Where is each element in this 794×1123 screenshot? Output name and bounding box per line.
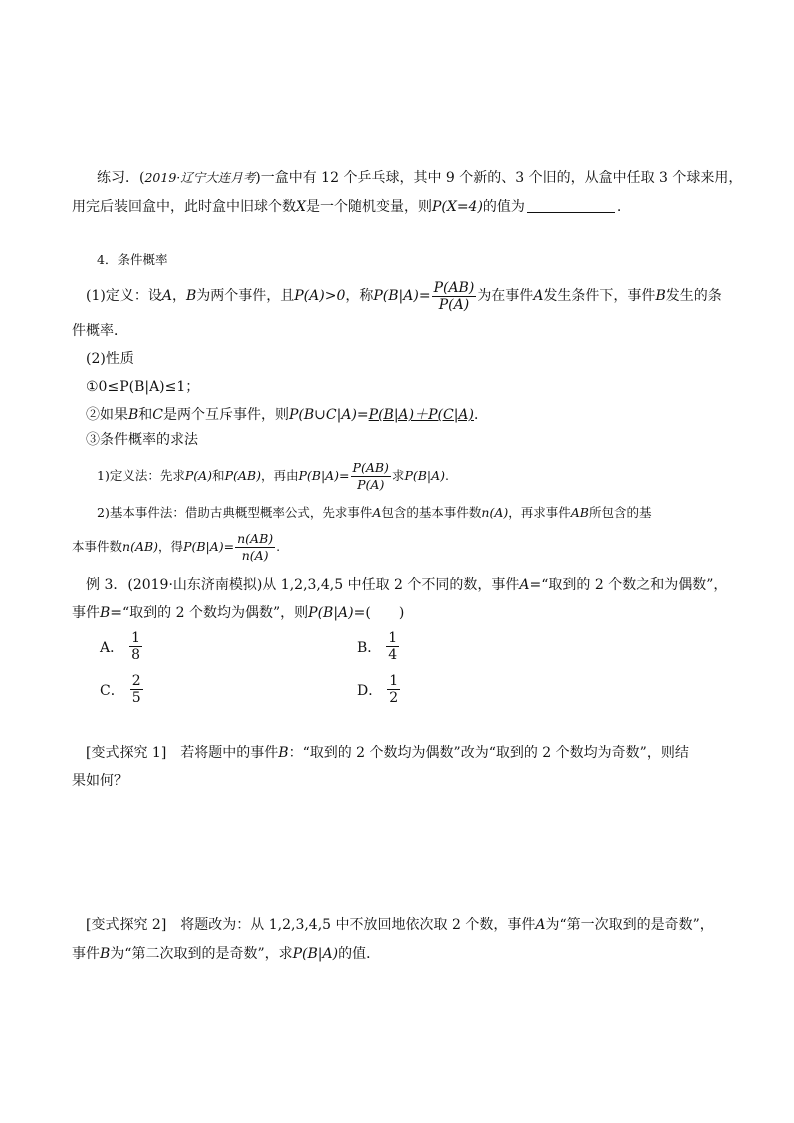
- method-text: ，再由: [260, 468, 299, 483]
- option-fraction: [386, 630, 399, 663]
- expr: n(A): [481, 505, 509, 520]
- variant-text: 事件: [72, 946, 100, 962]
- definition-text: 为两个事件，且: [196, 288, 295, 304]
- variant-text: 为“第一次取到的是奇数”，: [545, 917, 714, 933]
- probability-expression: P(B|A): [292, 946, 339, 962]
- practice-line-2: [72, 197, 621, 217]
- definition-text: ，称: [345, 288, 374, 304]
- method-text: 2)基本事件法：借助古典概型概率公式，先求事件: [97, 505, 373, 520]
- fraction-denominator: P(A): [357, 477, 385, 492]
- fraction-denominator: n(A): [241, 548, 269, 563]
- variant-2-line-1: [86, 915, 714, 935]
- comma: ，: [171, 288, 186, 304]
- fraction-numerator: 1: [131, 630, 141, 646]
- example-3-line-1: [86, 575, 727, 595]
- expr: P(A): [184, 468, 213, 483]
- option-label: D．: [357, 682, 383, 699]
- definition-text: 为在事件: [477, 288, 534, 304]
- event-AB: AB: [570, 505, 589, 520]
- example-text: =“取到的 2 个数之和为偶数”，: [529, 577, 728, 593]
- fraction-denominator: P(A): [438, 296, 470, 313]
- period: .: [276, 539, 281, 554]
- definition-fraction: [432, 280, 477, 313]
- section-4-heading: 4．条件概率: [97, 252, 168, 267]
- option-d[interactable]: [357, 673, 401, 706]
- method-text: 包含的基本事件数: [381, 505, 482, 520]
- variable-X: X: [296, 199, 306, 215]
- property-3: ③条件概率的求法: [86, 432, 198, 448]
- event-B: B: [100, 946, 111, 962]
- fraction-numerator: 1: [388, 630, 398, 646]
- expr: n(AB): [122, 539, 159, 554]
- property-text: 是两个互斥事件，则: [163, 407, 290, 423]
- method-text: 本事件数: [72, 539, 123, 554]
- definition-text: 发生的条: [665, 288, 722, 304]
- event-B: B: [185, 288, 197, 304]
- option-c[interactable]: [100, 673, 144, 706]
- practice-text: 的值为: [482, 199, 525, 215]
- method-2-line-1: [97, 503, 651, 523]
- example-3-line-2: [72, 603, 404, 623]
- formula-lhs: P(B|A)=: [298, 468, 350, 483]
- event-B: B: [278, 745, 289, 761]
- period: .: [616, 199, 622, 215]
- event-C: C: [152, 407, 164, 423]
- formula-rhs-underlined: P(B|A)＋P(C|A): [368, 407, 474, 423]
- definition-text: 发生条件下，事件: [543, 288, 656, 304]
- event-B: B: [100, 605, 111, 621]
- example-text: 例 3．(2019·山东济南模拟)从 1,2,3,4,5 中任取 2 个不同的数，事件: [86, 577, 520, 593]
- answer-parentheses: =( ): [353, 605, 405, 621]
- variant-1-line-1: [86, 743, 689, 763]
- fraction-numerator: 1: [389, 673, 399, 689]
- option-fraction: [130, 673, 143, 706]
- expr: P(AB): [224, 468, 261, 483]
- event-A: A: [535, 917, 546, 933]
- definition-line-1: [86, 279, 722, 313]
- event-B: B: [655, 288, 666, 304]
- period: .: [445, 468, 450, 483]
- property-1: ①0≤P(B|A)≤1；: [86, 379, 200, 395]
- method-1: [97, 459, 449, 493]
- formula-lhs: P(B|A)=: [373, 288, 431, 304]
- option-label: B．: [357, 639, 382, 656]
- property-text: ②如果: [86, 407, 128, 423]
- fraction-denominator: 2: [389, 690, 399, 706]
- method-text: ，得: [158, 539, 184, 554]
- fraction-numerator: P(AB): [433, 279, 475, 296]
- method-text: 所包含的基: [588, 505, 652, 520]
- probability-expression: P(X=4): [431, 199, 483, 215]
- method-text: ，再求事件: [508, 505, 571, 520]
- variant-text: 为“第二次取到的是奇数”，求: [110, 946, 293, 962]
- event-B: B: [128, 407, 139, 423]
- variant-2-line-2: [72, 944, 380, 964]
- fraction-numerator: n(AB): [237, 531, 274, 546]
- fraction-numerator: P(AB): [352, 460, 389, 475]
- method-text: 求: [391, 468, 405, 483]
- expr: P(B|A): [404, 468, 446, 483]
- method-2-line-2: [72, 530, 280, 564]
- fraction-denominator: 4: [388, 647, 398, 663]
- event-A: A: [372, 505, 382, 520]
- practice-text: 练习．(: [97, 170, 145, 186]
- option-label: A．: [100, 639, 125, 656]
- definition-text: (1)定义：设: [86, 288, 162, 304]
- variant-text: [变式探究 1] 若将题中的事件: [86, 745, 279, 761]
- example-text: 事件: [72, 605, 100, 621]
- option-fraction: [387, 673, 400, 706]
- property-2: [86, 405, 488, 425]
- option-fraction: [129, 630, 142, 663]
- option-label: C．: [100, 682, 125, 699]
- variant-1-line-2: 果如何？: [72, 773, 128, 789]
- method-2-fraction: [235, 531, 275, 564]
- variant-text: 的值．: [338, 946, 381, 962]
- practice-text: )一盒中有 12 个乒乓球，其中 9 个新的、3 个旧的，从盒中任取 3 个球来用，: [255, 170, 743, 186]
- practice-text: 是一个随机变量，则: [305, 199, 432, 215]
- option-b[interactable]: [357, 630, 400, 663]
- event-A: A: [519, 577, 530, 593]
- formula-lhs: P(B|A)=: [183, 539, 235, 554]
- method-text: 和: [212, 468, 225, 483]
- example-text: =“取到的 2 个数均为偶数”，则: [110, 605, 309, 621]
- probability-expression: P(B|A): [308, 605, 354, 621]
- answer-blank[interactable]: [527, 198, 615, 213]
- fraction-numerator: 2: [131, 673, 141, 689]
- practice-text: 用完后装回盒中，此时盒中旧球个数: [72, 199, 296, 215]
- fraction-denominator: 8: [131, 647, 141, 663]
- properties-heading: (2)性质: [86, 351, 134, 367]
- method-text: 1)定义法：先求: [97, 468, 185, 483]
- variant-text: ：“取到的 2 个数均为偶数”改为“取到的 2 个数均为奇数”，则结: [288, 745, 689, 761]
- option-a[interactable]: [100, 630, 143, 663]
- property-text: 和: [138, 407, 153, 423]
- variant-text: [变式探究 2] 将题改为：从 1,2,3,4,5 中不放回地依次取 2 个数，事件: [86, 917, 536, 933]
- event-A: A: [161, 288, 172, 304]
- formula-lhs: P(B∪C|A)=: [289, 407, 369, 423]
- event-A: A: [533, 288, 544, 304]
- practice-source: 2019·辽宁大连月考: [144, 170, 256, 185]
- practice-line-1: [97, 168, 742, 188]
- condition-expression: P(A)>0: [294, 288, 346, 304]
- fraction-denominator: 5: [131, 690, 141, 706]
- definition-line-2: 件概率．: [72, 323, 128, 339]
- period: ．: [474, 407, 488, 423]
- method-1-fraction: [351, 460, 391, 493]
